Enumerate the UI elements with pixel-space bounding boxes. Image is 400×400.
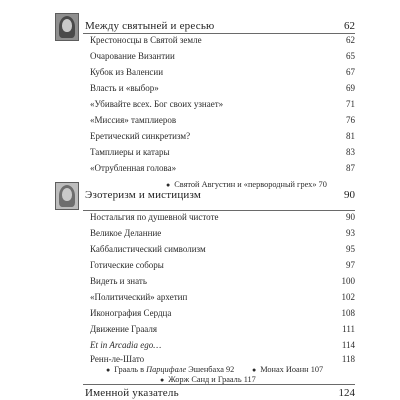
entry-title: «Миссия» тамплиеров [90,115,177,125]
entry-page: 90 [346,212,355,222]
sub-entry-page: 117 [243,375,256,384]
entry-title: «Политический» архетип [90,292,188,302]
entry-page: 118 [341,354,355,364]
section-title: Эзотеризм и мистицизм [85,189,202,201]
entry-title: Крестоносцы в Святой земле [90,35,202,45]
entry-page: 111 [342,324,355,334]
entry-page: 71 [346,99,355,109]
entry-page: 97 [346,260,355,270]
entry-page: 62 [346,35,355,45]
toc-entry[interactable] [90,307,355,320]
entry-page: 93 [346,228,355,238]
entry-page: 102 [341,292,355,302]
entry-title: Тамплиеры и катары [90,147,170,157]
entry-title: Каббалистический символизм [90,244,206,254]
section-page-number: 90 [344,189,355,201]
toc-entry[interactable] [90,227,355,240]
entry-title: Видеть и знать [90,276,147,286]
toc-entry[interactable] [90,323,355,336]
sub-entry-title-italic: Парцифале [146,365,187,374]
entry-title: Еретический синкретизм? [90,131,191,141]
entry-title: Готические соборы [90,260,164,270]
sub-entry-title-pre: Жорж Санд и Грааль [168,375,242,384]
section-page-number: 124 [338,387,355,399]
bullet-icon: ● [252,366,257,374]
toc-entry[interactable] [90,211,355,224]
portrait-thumbnail-icon [55,13,79,41]
section-heading [83,385,355,399]
sub-entry-title-post: Эшенбаха [186,365,224,374]
entry-page: 95 [346,244,355,254]
toc-entry[interactable] [90,243,355,256]
entry-title: Очарование Византии [90,51,175,61]
toc-entry[interactable] [90,82,355,95]
toc-entry[interactable] [90,50,355,63]
toc-entry[interactable] [90,146,355,159]
toc-entry[interactable] [90,291,355,304]
entry-title: «Убивайте всех. Бог своих узнает» [90,99,224,109]
entry-page: 76 [346,115,355,125]
sub-entry-title-pre: Грааль в [114,365,147,374]
entry-page: 81 [346,131,355,141]
entry-title: Ренн-ле-Шато [90,354,145,364]
entry-page: 69 [346,83,355,93]
entry-page: 67 [346,67,355,77]
entry-title: Иконография Сердца [90,308,172,318]
toc-entry[interactable] [90,66,355,79]
section-heading [83,185,355,201]
entry-title: Движение Грааля [90,324,158,334]
toc-entry[interactable] [90,130,355,143]
portrait-thumbnail-icon [55,182,79,210]
section-heading [83,16,355,32]
sub-entry-page: 107 [310,365,324,374]
toc-entry[interactable] [90,162,355,175]
sub-entry[interactable] [252,364,323,376]
entry-page: 65 [346,51,355,61]
sub-entry-title-pre: Монах Иоанн [260,365,309,374]
section-page-number: 62 [344,20,355,32]
entry-page: 83 [346,147,355,157]
toc-entry[interactable] [90,114,355,127]
bullet-icon: ● [106,366,111,374]
toc-entry[interactable] [90,339,355,352]
sub-entry-page: 92 [226,365,235,374]
bullet-icon: ● [166,181,171,189]
sub-entry-title: Святой Августин и «первородный грех» [174,180,317,189]
section-title: Между святыней и ересью [85,20,215,32]
entry-page: 114 [341,340,355,350]
entry-title: Власть и «выбор» [90,83,159,93]
toc-entry[interactable] [90,275,355,288]
entry-title: Et in Arcadia ego… [90,340,162,350]
sub-entry-page: 70 [318,180,327,189]
bullet-icon: ● [160,376,165,384]
toc-entry[interactable] [90,259,355,272]
section-title: Именной указатель [85,387,179,399]
entry-page: 87 [346,163,355,173]
entry-title: Ностальгия по душевной чистоте [90,212,219,222]
entry-page: 100 [341,276,355,286]
toc-entry[interactable] [90,98,355,111]
entry-title: Великое Деланние [90,228,162,238]
entry-title: «Отрубленная голова» [90,163,177,173]
entry-page: 108 [341,308,355,318]
entry-title: Кубок из Валенсии [90,67,164,77]
toc-entry[interactable] [90,34,355,47]
